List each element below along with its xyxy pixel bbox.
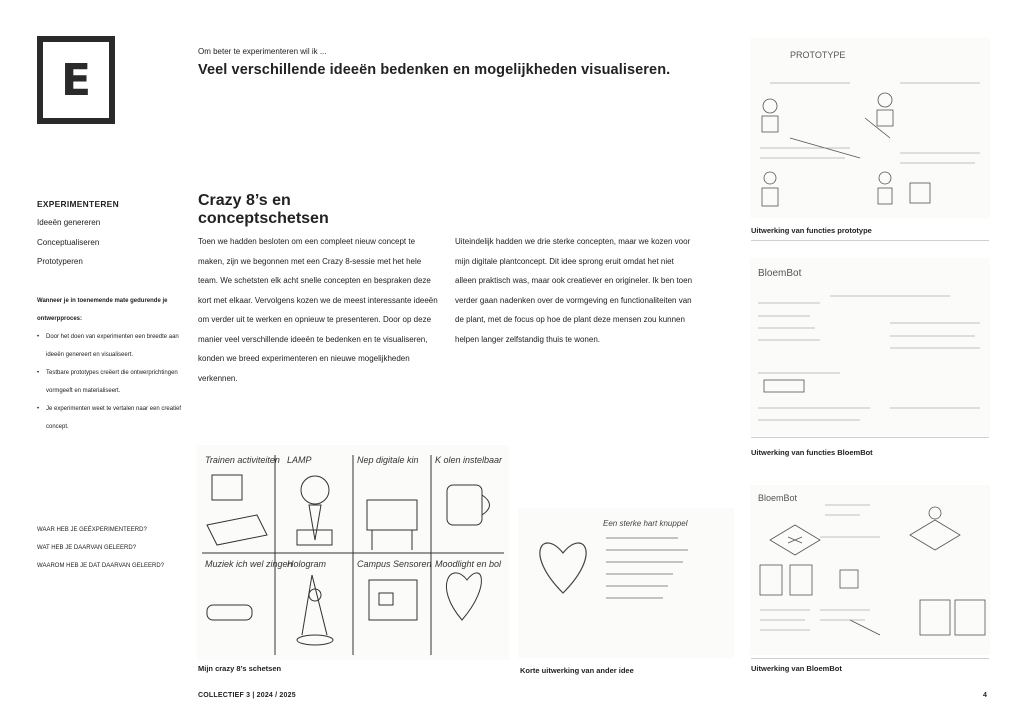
question: WAT HEB JE DAARVAN GELEERD?	[37, 545, 137, 551]
body-column-2: Uiteindelijk hadden we drie sterke concepten, maar we kozen voor mijn digitale plantconcept. Dit idee sprong eruit omdat het niet alleen praktisch was, maar ook creatiever en origineler. Ik ben toen verder gaan nadenken over de vormgeving en functionaliteiten van de plant, met de focus op hoe de plant deze mensen zou kunnen helpen langer zelfstandig thuis te wonen.	[455, 237, 693, 344]
sidebar-item-concept: Conceptualiseren	[37, 238, 100, 247]
body-column-1: Toen we hadden besloten om een compleet nieuw concept te maken, zijn we begonnen met een Crazy 8-sessie met het hele team. We schetsten elk acht snelle concepten en bespraken deze kort met elkaar. Vervolgens kozen we de meest interessante ideeën om verder uit te werken en opnieuw te presenteren. Door op deze manier veel verschillende ideeën te bedenken en te visualiseren, konden we breed experimenteren en nieuwe mogelijkheden verkennen.	[198, 237, 438, 383]
bloembot-functions-sketch-image	[750, 258, 990, 436]
other-idea-sketch-image	[518, 508, 734, 658]
page-number: 4	[983, 692, 987, 699]
section-letter: E	[60, 54, 92, 106]
intro-text: Om beter te experimenteren wil ik ...	[198, 47, 327, 56]
divider	[751, 437, 989, 438]
sketch-label: BloemBot	[758, 493, 798, 503]
bloembot-drawing	[750, 485, 990, 655]
footer-label: COLLECTIEF 3 | 2024 / 2025	[198, 692, 296, 699]
sketch-label: Een sterke hart knuppel	[603, 519, 688, 528]
sidebar-item-ideas: Ideeën genereren	[37, 218, 101, 227]
prototype-sketch-image	[750, 38, 990, 218]
criteria-list	[37, 328, 187, 436]
criteria-item: • Je experimenten weet te vertalen naar een creatief concept.	[37, 400, 187, 436]
panel-label: Nep digitale kin	[357, 455, 419, 465]
crazy8-sketch-image	[197, 445, 509, 660]
panel-label: Muziek ich wel zingen	[205, 559, 293, 569]
sketch-label: PROTOTYPE	[790, 50, 846, 60]
criteria-item: • Door het doen van experimenten een breedte aan ideeën genereert en visualiseert.	[37, 328, 187, 364]
panel-label: Trainen activiteiten	[205, 455, 280, 465]
page-headline: Veel verschillende ideeën bedenken en mogelijkheden visualiseren.	[198, 62, 671, 78]
question: WAAR HEB JE GEËXPERIMENTEERD?	[37, 527, 147, 533]
sidebar-title: EXPERIMENTEREN	[37, 199, 119, 209]
sketch-label: BloemBot	[758, 268, 802, 279]
question: WAAROM HEB JE DAT DAARVAN GELEERD?	[37, 563, 165, 569]
criteria-block	[37, 292, 187, 436]
caption-bloembot: Uitwerking van BloemBot	[751, 664, 842, 673]
divider	[751, 658, 989, 659]
reflection-questions	[37, 521, 164, 575]
caption-bloembot-functions: Uitwerking van functies BloemBot	[751, 448, 873, 457]
caption-other-idea: Korte uitwerking van ander idee	[520, 666, 634, 675]
caption-crazy8: Mijn crazy 8’s schetsen	[198, 664, 282, 673]
crazy8-sketch-drawing	[197, 445, 509, 660]
criteria-item: • Testbare prototypes creëert die ontwerprichtingen vormgeeft en materialiseert.	[37, 364, 187, 400]
bloembot-sketch-image	[750, 485, 990, 655]
sidebar-item-prototype: Prototyperen	[37, 257, 83, 266]
section-title: Crazy 8’s en conceptschetsen	[198, 192, 329, 227]
bloembot-functions-drawing	[750, 258, 990, 436]
panel-label: Campus Sensoren	[357, 559, 432, 569]
panel-label: K olen instelbaar	[435, 455, 503, 465]
other-idea-drawing	[518, 508, 734, 658]
caption-prototype: Uitwerking van functies prototype	[751, 226, 872, 235]
section-letter-badge	[37, 36, 115, 124]
divider	[751, 240, 989, 241]
panel-label: LAMP	[287, 455, 312, 465]
criteria-title: Wanneer je in toenemende mate gedurende je ontwerpproces:	[37, 298, 168, 322]
panel-label: Moodlight en bol	[435, 559, 502, 569]
prototype-drawing	[750, 38, 990, 218]
panel-label: Hologram	[287, 559, 327, 569]
